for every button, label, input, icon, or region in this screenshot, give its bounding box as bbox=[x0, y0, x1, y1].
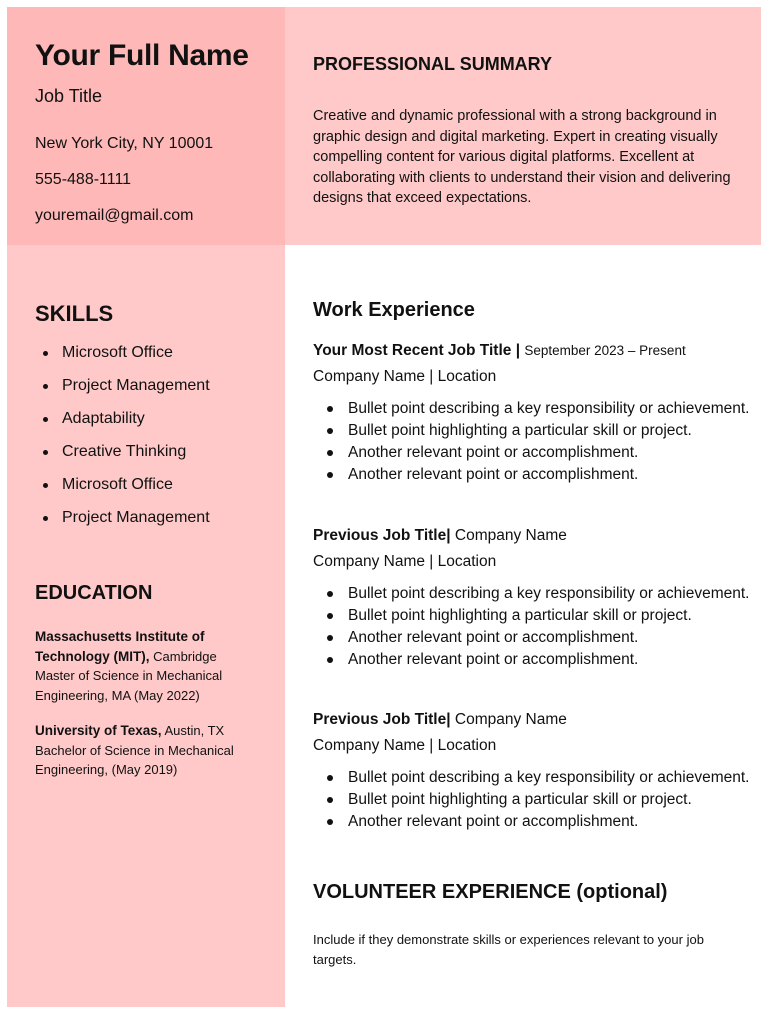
bullet-icon bbox=[43, 516, 48, 521]
skill-label: Project Management bbox=[62, 377, 210, 394]
resume-page bbox=[7, 7, 761, 1007]
job-title-text: Your Most Recent Job Title bbox=[313, 342, 512, 359]
skill-item bbox=[35, 508, 210, 541]
school-name: Massachusetts Institute of Technology (MIT), bbox=[35, 629, 205, 664]
job-dates: September 2023 – Present bbox=[524, 343, 686, 358]
job-bullet bbox=[313, 649, 753, 671]
job-bullet-text: Another relevant point or accomplishment. bbox=[348, 629, 639, 646]
volunteer-heading: VOLUNTEER EXPERIENCE (optional) bbox=[313, 881, 668, 903]
summary-panel bbox=[285, 7, 761, 245]
education-entry bbox=[35, 721, 279, 780]
skill-item bbox=[35, 343, 210, 376]
bullet-icon bbox=[327, 428, 333, 434]
job-entry bbox=[313, 709, 753, 833]
company-location: Company Name | Location bbox=[313, 553, 497, 570]
school-place: Cambridge bbox=[153, 648, 217, 664]
phone-text: 555-488-1111 bbox=[35, 171, 132, 188]
job-header bbox=[313, 340, 753, 362]
bullet-icon bbox=[43, 384, 48, 389]
skill-item bbox=[35, 409, 210, 442]
header-contact-panel bbox=[7, 7, 285, 245]
job-bullet-text: Another relevant point or accomplishment. bbox=[348, 651, 639, 668]
skill-label: Creative Thinking bbox=[62, 443, 187, 460]
email-text: youremail@gmail.com bbox=[35, 207, 194, 224]
job-bullet-list bbox=[313, 767, 753, 833]
job-bullet bbox=[313, 789, 753, 811]
job-header bbox=[313, 709, 753, 731]
job-title-text: Previous Job Title bbox=[313, 711, 447, 728]
skill-label: Adaptability bbox=[62, 410, 145, 427]
work-experience-heading: Work Experience bbox=[313, 299, 475, 321]
skill-item bbox=[35, 442, 210, 475]
bullet-icon bbox=[327, 819, 333, 825]
job-bullet bbox=[313, 398, 753, 420]
degree-text: Bachelor of Science in Mechanical Engineering, (May 2019) bbox=[35, 742, 234, 777]
job-bullet-text: Bullet point highlighting a particular skill or project. bbox=[348, 607, 692, 624]
job-bullet-text: Bullet point highlighting a particular skill or project. bbox=[348, 791, 692, 808]
job-bullet bbox=[313, 627, 753, 649]
job-entry bbox=[313, 525, 753, 671]
education-entry bbox=[35, 627, 279, 705]
skills-list bbox=[35, 343, 210, 541]
job-bullet bbox=[313, 420, 753, 442]
job-bullet-text: Bullet point describing a key responsibility or achievement. bbox=[348, 769, 750, 786]
location-text: New York City, NY 10001 bbox=[35, 135, 214, 152]
bullet-icon bbox=[327, 472, 333, 478]
bullet-icon bbox=[43, 417, 48, 422]
skill-item bbox=[35, 376, 210, 409]
main-content bbox=[285, 245, 761, 1007]
job-bullet-text: Another relevant point or accomplishment. bbox=[348, 466, 639, 483]
job-bullet-list bbox=[313, 583, 753, 671]
full-name: Your Full Name bbox=[35, 39, 249, 72]
bullet-icon bbox=[327, 406, 333, 412]
bullet-icon bbox=[43, 351, 48, 356]
bullet-icon bbox=[43, 483, 48, 488]
job-bullet bbox=[313, 583, 753, 605]
skill-label: Microsoft Office bbox=[62, 344, 173, 361]
school-place: Austin, TX bbox=[164, 723, 225, 738]
separator: | bbox=[446, 527, 451, 544]
job-bullet bbox=[313, 605, 753, 627]
job-bullet-list bbox=[313, 398, 753, 486]
job-bullet-text: Another relevant point or accomplishment. bbox=[348, 444, 639, 461]
job-entry bbox=[313, 340, 753, 486]
bullet-icon bbox=[43, 450, 48, 455]
skills-heading: SKILLS bbox=[35, 301, 114, 326]
bullet-icon bbox=[327, 775, 333, 781]
degree-text: Master of Science in Mechanical Engineering, MA (May 2022) bbox=[35, 668, 223, 703]
bullet-icon bbox=[327, 591, 333, 597]
job-bullet bbox=[313, 767, 753, 789]
volunteer-text: Include if they demonstrate skills or experiences relevant to your job targets. bbox=[313, 932, 704, 967]
job-title-text: Previous Job Title bbox=[313, 527, 447, 544]
job-title: Job Title bbox=[35, 86, 103, 106]
summary-text: Creative and dynamic professional with a strong background in graphic design and digital marketing. Expert in creating visually compelling content for various digital platforms. Excellent at collaborating with clients to understand their vision and delivering designs that exceed expectations. bbox=[313, 108, 731, 206]
bullet-icon bbox=[327, 635, 333, 641]
separator: | bbox=[446, 711, 451, 728]
job-header bbox=[313, 525, 753, 547]
summary-heading: PROFESSIONAL SUMMARY bbox=[313, 54, 553, 74]
bullet-icon bbox=[327, 657, 333, 663]
skill-item bbox=[35, 475, 210, 508]
job-bullet-text: Bullet point describing a key responsibility or achievement. bbox=[348, 585, 750, 602]
job-bullet bbox=[313, 464, 753, 486]
school-name: University of Texas, bbox=[35, 723, 162, 738]
skill-label: Project Management bbox=[62, 509, 210, 526]
job-bullet-text: Bullet point describing a key responsibility or achievement. bbox=[348, 400, 750, 417]
bullet-icon bbox=[327, 450, 333, 456]
job-bullet-text: Bullet point highlighting a particular skill or project. bbox=[348, 422, 692, 439]
company-location: Company Name | Location bbox=[313, 737, 497, 754]
company-location: Company Name | Location bbox=[313, 368, 497, 385]
education-heading: EDUCATION bbox=[35, 582, 153, 604]
job-company: Company Name bbox=[454, 527, 567, 544]
job-bullet bbox=[313, 811, 753, 833]
job-bullet bbox=[313, 442, 753, 464]
skill-label: Microsoft Office bbox=[62, 476, 173, 493]
bullet-icon bbox=[327, 613, 333, 619]
separator: | bbox=[515, 342, 521, 359]
job-bullet-text: Another relevant point or accomplishment. bbox=[348, 813, 639, 830]
sidebar bbox=[7, 245, 285, 1007]
job-company: Company Name bbox=[454, 711, 567, 728]
bullet-icon bbox=[327, 797, 333, 803]
